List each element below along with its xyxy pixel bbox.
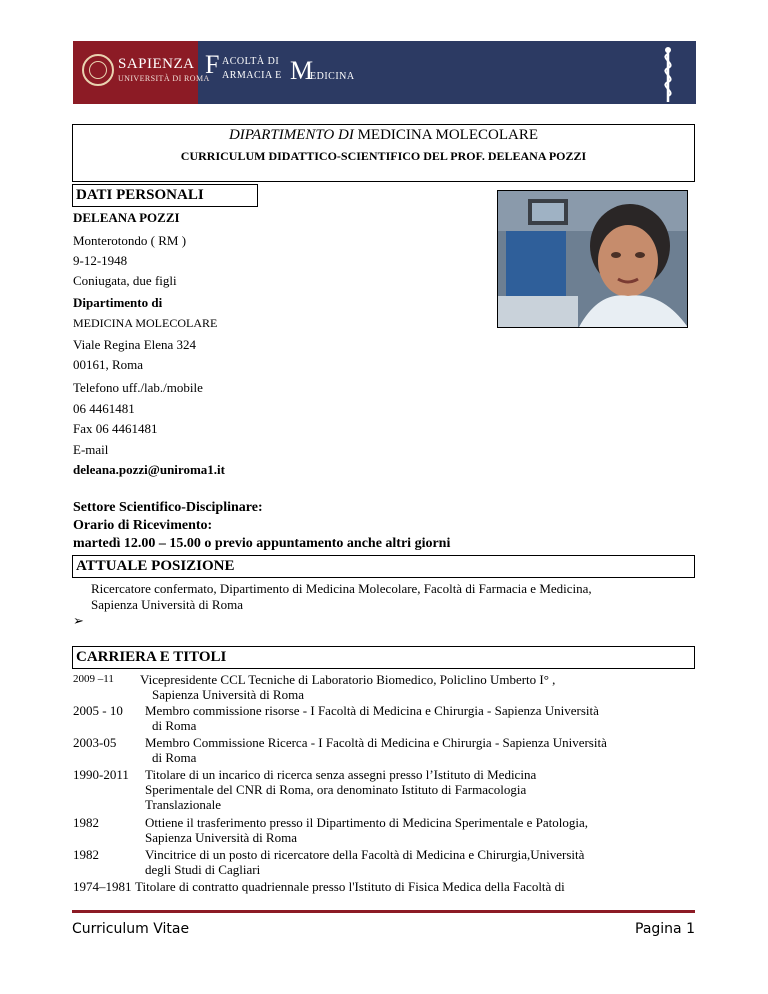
profile-photo — [497, 190, 688, 328]
department-label: Dipartimento di — [73, 295, 163, 310]
position-line-1: Ricercatore confermato, Dipartimento di Medicina Molecolare, Facoltà di Farmacia e Medicina, — [91, 581, 592, 596]
career-text: Titolare di un incarico di ricerca senza assegni presso l’Istituto di Medicina — [145, 767, 537, 782]
career-text: Vincitrice di un posto di ricercatore della Facoltà di Medicina e Chirurgia,Università — [145, 847, 585, 862]
career-text: degli Studi di Cagliari — [145, 862, 261, 877]
faculty-text-3: EDICINA — [310, 71, 355, 82]
career-text: Titolare di contratto quadriennale presso l'Istituto di Fisica Medica della Facoltà di — [135, 879, 565, 894]
address: Viale Regina Elena 324 — [73, 337, 197, 352]
sapienza-name: SAPIENZA — [118, 56, 195, 72]
career-text: Sapienza Università di Roma — [152, 687, 304, 702]
cv-title: CURRICULUM DIDATTICO-SCIENTIFICO DEL PROF. DELEANA POZZI — [180, 149, 587, 163]
department-value: MEDICINA MOLECOLARE — [73, 316, 218, 330]
faculty-initial-f: F — [205, 50, 220, 79]
department-name: MEDICINA MOLECOLARE — [357, 127, 539, 143]
caduceus-icon — [655, 46, 681, 104]
footer-divider — [72, 910, 695, 913]
city: 00161, Roma — [73, 357, 144, 372]
sapienza-seal-inner — [89, 61, 107, 79]
section-carriera-titoli: CARRIERA E TITOLI — [72, 646, 695, 669]
birthplace: Monterotondo ( RM ) — [73, 233, 187, 248]
family-status: Coniugata, due figli — [73, 273, 177, 288]
section-attuale-posizione: ATTUALE POSIZIONE — [72, 555, 695, 578]
profile-photo-image — [498, 191, 688, 328]
phone-number: 06 4461481 — [73, 401, 135, 416]
career-text: di Roma — [152, 718, 197, 733]
faculty-initial-m: M — [290, 56, 314, 85]
career-text: Sapienza Università di Roma — [145, 830, 297, 845]
career-text: Translazionale — [145, 797, 222, 812]
department-title — [72, 127, 695, 144]
career-text: Membro commissione risorse - I Facoltà di Medicina e Chirurgia - Sapienza Università — [145, 703, 599, 718]
career-text: Sperimentale del CNR di Roma, ora denominato Istituto di Farmacologia — [145, 782, 527, 797]
career-text: di Roma — [152, 750, 197, 765]
orario-label: Orario di Ricevimento: — [73, 518, 213, 533]
career-text: Vicepresidente CCL Tecniche di Laboratorio Biomedico, Policlino Umberto I° , — [140, 672, 556, 687]
settore-label: Settore Scientifico-Disciplinare: — [73, 500, 263, 515]
faculty-text-2: ARMACIA E — [222, 70, 282, 81]
career-year: 2009 –11 — [73, 673, 114, 685]
email-address: deleana.pozzi@uniroma1.it — [73, 462, 225, 477]
sapienza-subtitle: UNIVERSITÀ DI ROMA — [118, 74, 210, 83]
career-year: 1982 — [73, 815, 99, 830]
fax-number: Fax 06 4461481 — [73, 421, 158, 436]
career-year: 2003-05 — [73, 735, 117, 750]
email-label: E-mail — [73, 442, 109, 457]
career-year: 1982 — [73, 847, 99, 862]
orario-value: martedì 12.00 – 15.00 o previo appuntamento anche altri giorni — [73, 536, 451, 551]
phone-label: Telefono uff./lab./mobile — [73, 380, 203, 395]
department-prefix: DIPARTIMENTO DI — [228, 127, 354, 143]
faculty-text-1: ACOLTÀ DI — [222, 56, 280, 67]
person-name: DELEANA POZZI — [73, 210, 180, 225]
career-text: Membro Commissione Ricerca - I Facoltà di Medicina e Chirurgia - Sapienza Università — [145, 735, 607, 750]
section-dati-personali: DATI PERSONALI — [72, 184, 258, 207]
birthdate: 9-12-1948 — [73, 253, 128, 268]
position-line-2: Sapienza Università di Roma — [91, 597, 243, 612]
career-year: 1990-2011 — [73, 767, 129, 782]
bullet-arrow-icon: ➢ — [73, 613, 84, 628]
career-year: 2005 - 10 — [73, 703, 123, 718]
career-year: 1974–1981 — [73, 879, 132, 894]
career-text: Ottiene il trasferimento presso il Dipartimento di Medicina Sperimentale e Patologia, — [145, 815, 588, 830]
footer-page-number: Pagina 1 — [635, 921, 695, 937]
footer-left: Curriculum Vitae — [72, 921, 190, 937]
